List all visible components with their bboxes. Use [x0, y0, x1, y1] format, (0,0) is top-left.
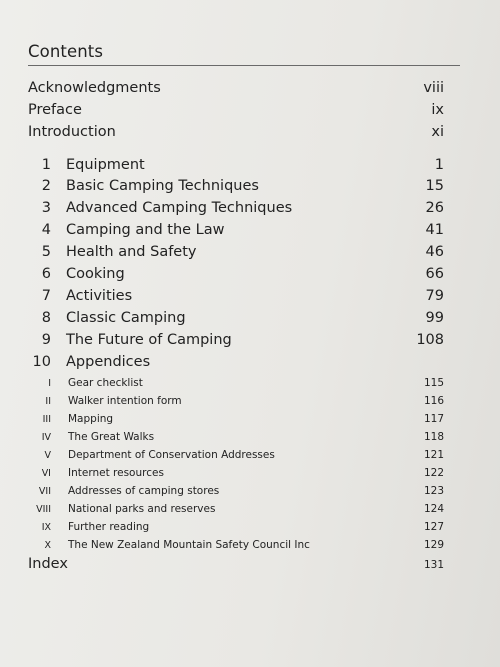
appendix-title: The Great Walks [68, 431, 155, 443]
chapter-number: 2 [41, 178, 51, 194]
chapter-page: 26 [425, 200, 444, 216]
appendix-title: Internet resources [68, 467, 164, 479]
appendix-number: I [48, 378, 51, 389]
toc-appendix-6 [28, 467, 444, 479]
appendix-page: 127 [423, 521, 444, 533]
chapter-number: 5 [41, 244, 51, 260]
toc-chapter-2 [28, 178, 444, 194]
toc-entry-label: Index [28, 556, 68, 572]
appendix-number: IX [41, 522, 51, 533]
toc-entry-page: ix [431, 102, 444, 118]
toc-chapter-4 [28, 222, 444, 238]
appendix-page: 124 [423, 503, 444, 515]
chapter-number: 1 [41, 157, 51, 173]
appendix-page: 116 [423, 395, 444, 407]
chapter-page: 108 [416, 332, 444, 348]
appendix-page: 117 [423, 413, 444, 425]
toc-entry-preface [28, 102, 444, 118]
chapter-page: 41 [425, 222, 444, 238]
appendix-page: 122 [423, 467, 444, 479]
appendix-page: 115 [423, 377, 444, 389]
toc-chapter-5 [28, 244, 444, 260]
chapter-number: 6 [41, 266, 51, 282]
chapter-title: Cooking [66, 266, 125, 282]
appendix-title: Department of Conservation Addresses [68, 449, 275, 461]
toc-entry-page: 131 [423, 559, 444, 571]
appendix-number: VII [38, 486, 51, 497]
toc-chapter-1 [28, 157, 444, 173]
chapter-number: 8 [41, 310, 51, 326]
appendix-title: Gear checklist [68, 377, 143, 389]
chapter-page: 66 [425, 266, 444, 282]
page-title: Contents [28, 42, 104, 61]
chapter-title: Basic Camping Techniques [66, 178, 259, 194]
chapter-title: The Future of Camping [66, 332, 232, 348]
toc-entry-acknowledgments [28, 80, 444, 96]
chapter-title: Camping and the Law [66, 222, 225, 238]
chapter-title: Health and Safety [66, 244, 197, 260]
toc-entry-page: xi [431, 124, 444, 140]
appendix-title: Mapping [68, 413, 114, 425]
appendix-number: IV [41, 432, 51, 443]
toc-chapter-7 [28, 288, 444, 304]
appendix-number: VI [41, 468, 51, 479]
chapter-page: 46 [425, 244, 444, 260]
chapter-title: Appendices [66, 354, 151, 370]
toc-appendix-3 [28, 413, 444, 425]
toc-entry-page: viii [423, 80, 444, 96]
chapter-number: 7 [41, 288, 51, 304]
toc-appendix-4 [28, 431, 444, 443]
appendix-page: 123 [423, 485, 444, 497]
appendix-page: 121 [423, 449, 444, 461]
chapter-page: 99 [425, 310, 444, 326]
toc-entry-label: Preface [28, 102, 82, 118]
toc-chapter-10 [28, 354, 444, 370]
toc-entry-introduction [28, 124, 444, 140]
toc-appendix-1 [28, 377, 444, 389]
toc-appendix-8 [28, 503, 444, 515]
toc-appendix-7 [28, 485, 444, 497]
appendix-title: Walker intention form [68, 395, 182, 407]
toc-appendix-10 [28, 539, 444, 551]
toc-chapter-8 [28, 310, 444, 326]
chapter-title: Activities [66, 288, 133, 304]
chapter-number: 4 [41, 222, 51, 238]
chapter-number: 10 [32, 354, 51, 370]
toc-chapter-9 [28, 332, 444, 348]
chapter-number: 3 [41, 200, 51, 216]
toc-chapter-3 [28, 200, 444, 216]
toc-entry-label: Introduction [28, 124, 116, 140]
toc-entry-index [28, 556, 444, 572]
appendix-title: The New Zealand Mountain Safety Council Inc [68, 539, 310, 551]
appendix-title: Further reading [68, 521, 150, 533]
toc-entry-label: Acknowledgments [28, 80, 161, 96]
appendix-number: V [44, 450, 51, 461]
appendix-title: Addresses of camping stores [68, 485, 220, 497]
toc-appendix-9 [28, 521, 444, 533]
appendix-page: 118 [423, 431, 444, 443]
appendix-number: VIII [36, 504, 51, 515]
appendix-page: 129 [423, 539, 444, 551]
chapter-title: Classic Camping [66, 310, 186, 326]
chapter-page: 1 [434, 157, 444, 173]
chapter-title: Equipment [66, 157, 145, 173]
toc-chapter-6 [28, 266, 444, 282]
toc-appendix-2 [28, 395, 444, 407]
title-divider [28, 65, 460, 66]
appendix-number: III [42, 414, 51, 425]
chapter-page: 15 [425, 178, 444, 194]
appendix-number: X [44, 540, 51, 551]
chapter-number: 9 [41, 332, 51, 348]
toc-appendix-5 [28, 449, 444, 461]
appendix-title: National parks and reserves [68, 503, 216, 515]
chapter-page: 79 [425, 288, 444, 304]
appendix-number: II [45, 396, 51, 407]
chapter-title: Advanced Camping Techniques [66, 200, 293, 216]
